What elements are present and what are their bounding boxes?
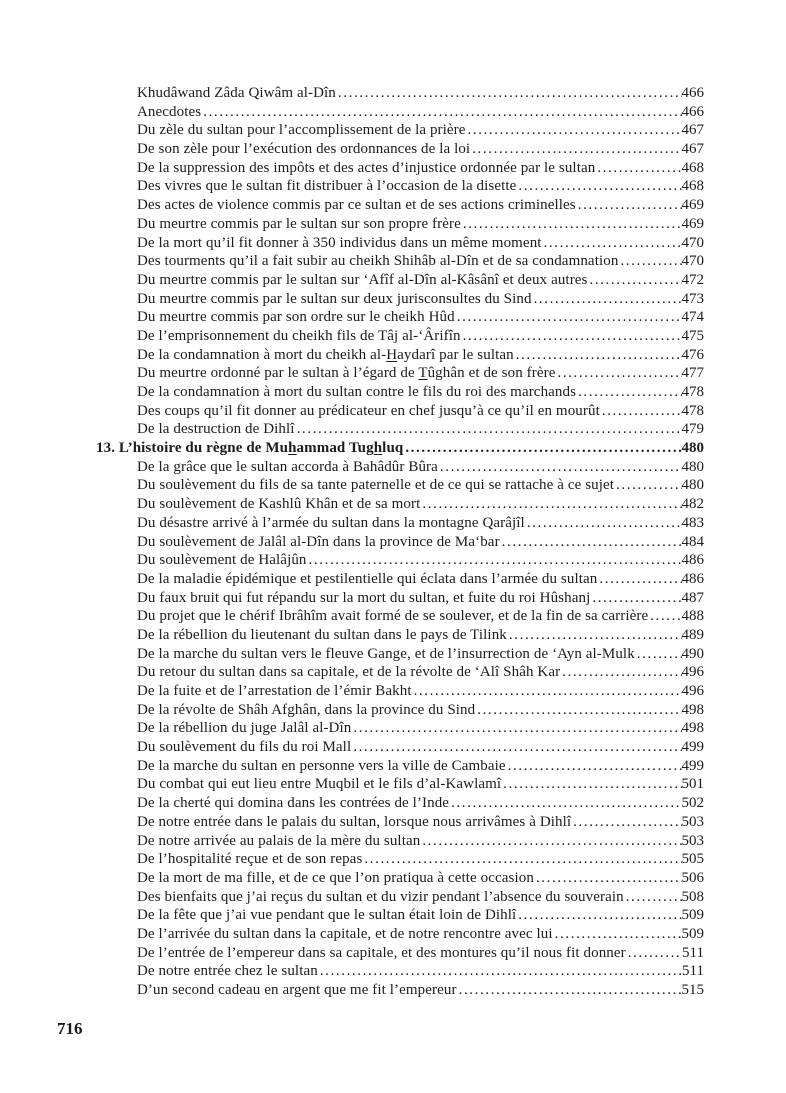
dot-leader [351,719,681,738]
toc-entry [96,869,704,888]
dot-leader [351,738,681,757]
toc-entry-page-number: 511 [682,944,704,961]
dot-leader [295,420,682,439]
toc-entry-page-number: 480 [681,440,704,457]
toc-entry-page-number: 489 [681,626,704,643]
toc-entry-text: De l’arrivée du sultan dans la capitale, et de notre rencontre avec lui [137,925,553,942]
dot-leader [420,832,681,851]
toc-entry-page-number: 470 [681,234,704,251]
dot-leader [362,850,681,869]
toc-entry [96,682,704,701]
toc-entry [96,121,704,140]
toc-entry [96,103,704,122]
toc-entry [96,981,704,1000]
dot-leader [553,925,682,944]
dot-leader [525,514,682,533]
toc-entry [96,140,704,159]
toc-entry [96,439,704,458]
toc-entry-text: Du soulèvement du fils du roi Mall [137,739,352,756]
dot-leader [516,906,681,925]
toc-entry [96,757,704,776]
toc-entry-text: Du désastre arrivé à l’armée du sultan dans la montagne Qarâjîl [137,514,525,531]
dot-leader [403,439,681,458]
dot-leader [624,888,682,907]
toc-entry-text: Des vivres que le sultan fit distribuer à l’occasion de la disette [137,178,517,195]
toc-entry-page-number: 467 [681,122,704,139]
dot-leader [534,869,682,888]
toc-entry-page-number: 499 [681,739,704,756]
toc-entry-text: Du meurtre ordonné par le sultan à l’égard de Tûghân et de son frère [137,365,556,382]
toc-entry-text: De la suppression des impôts et des actes d’injustice ordonnée par le sultan [137,159,596,176]
dot-leader [555,364,681,383]
toc-entry [96,906,704,925]
dot-leader [590,589,681,608]
toc-entry [96,533,704,552]
toc-entry-page-number: 480 [681,477,704,494]
toc-entry-page-number: 483 [681,514,704,531]
toc-entry-page-number: 487 [681,589,704,606]
toc-entry-page-number: 467 [681,141,704,158]
toc-entry-text: Anecdotes [137,103,202,120]
toc-entry-page-number: 501 [681,776,704,793]
toc-entry [96,589,704,608]
dot-leader [600,402,682,421]
toc-entry [96,645,704,664]
toc-entry-page-number: 478 [681,402,704,419]
toc-entry-text: Du zèle du sultan pour l’accomplissement de la prière [137,122,466,139]
toc-entry-page-number: 466 [681,85,704,101]
dot-leader [588,271,682,290]
dot-leader [507,626,682,645]
dot-leader [336,84,682,103]
dot-leader [595,159,681,178]
toc-entry-text: De la fuite et de l’arrestation de l’émir Bakht [137,683,412,699]
dot-leader [626,944,682,963]
toc-entry [96,832,704,851]
toc-entry-page-number: 474 [681,309,704,326]
toc-entry-page-number: 511 [682,963,704,980]
toc-entry-text: De l’entrée de l’empereur dans sa capitale, et des montures qu’il nous fit donner [137,944,626,961]
toc-entry-page-number: 472 [681,271,704,288]
toc-entry [96,738,704,757]
dot-leader [532,290,682,309]
toc-entry-text: Des actes de violence commis par ce sultan et de ses actions criminelles [137,197,576,214]
dot-leader [614,476,681,495]
toc-entry [96,364,704,383]
toc-entry-text: Du soulèvement de Halâjûn [137,552,307,569]
toc-entry [96,327,704,346]
dot-leader [501,775,681,794]
toc-entry-page-number: 470 [681,253,704,270]
dot-leader [597,570,681,589]
toc-entry [96,719,704,738]
toc-entry-page-number: 486 [681,570,704,587]
toc-entry [96,551,704,570]
toc-entry-text: De la mort de ma fille, et de ce que l’on pratiqua à cette occasion [137,869,534,886]
toc-entry [96,850,704,869]
toc-entry-text: De notre entrée chez le sultan [137,963,318,980]
toc-entry [96,775,704,794]
toc-entry [96,794,704,813]
toc-entry [96,570,704,589]
toc-entry-page-number: 503 [681,832,704,849]
toc-entry [96,215,704,234]
toc-entry-page-number: 486 [681,552,704,569]
toc-entry-page-number: 479 [681,421,704,438]
toc-entry-text: De la condamnation à mort du sultan contre le fils du roi des marchands [137,384,577,400]
dot-leader [466,121,682,140]
toc-entry [96,663,704,682]
toc-entry [96,813,704,832]
toc-entry [96,925,704,944]
toc-entry-page-number: 515 [681,982,704,998]
dot-leader [318,962,682,981]
toc-entry-text: Du meurtre commis par le sultan sur son propre frère [137,215,461,232]
dot-leader [438,458,682,477]
toc-entry [96,346,704,365]
toc-entry-page-number: 496 [681,664,704,681]
dot-leader [576,196,682,215]
toc-entry-page-number: 496 [681,683,704,699]
toc-entry-text: Des tourments qu’il a fait subir au cheikh Shihâb al-Dîn et de sa condamnation [137,253,619,270]
dot-leader [648,607,681,626]
toc-entry-text: De la rébellion du lieutenant du sultan dans le pays de Tilink [137,626,507,643]
toc-entry-page-number: 498 [681,720,704,737]
dot-leader [506,757,682,776]
toc-entry-page-number: 506 [681,869,704,886]
toc-entry-page-number: 499 [681,757,704,774]
toc-entry [96,252,704,271]
toc-entry-page-number: 502 [681,795,704,812]
toc-entry-page-number: 509 [681,925,704,942]
dot-leader [560,663,681,682]
toc-entry-page-number: 477 [681,365,704,382]
toc-entry-page-number: 468 [681,178,704,195]
toc-entry-text: De notre entrée dans le palais du sultan, lorsque nous arrivâmes à Dihlî [137,813,572,830]
toc-entry-text: Du soulèvement du fils de sa tante paternelle et de ce qui se rattache à ce sujet [137,477,615,494]
toc-entry [96,514,704,533]
toc-entry [96,962,704,981]
dot-leader [576,383,681,402]
toc-entry-text: Des coups qu’il fit donner au prédicateur en chef jusqu’à ce qu’il en mourût [137,402,600,419]
toc-entry-page-number: 505 [681,851,704,868]
toc-entry-text: De la mort qu’il fit donner à 350 individus dans un même moment [137,234,542,251]
dot-leader [420,495,681,514]
toc-entry-page-number: 509 [681,907,704,924]
toc-entry-text: De la marche du sultan en personne vers la ville de Cambaie [137,757,506,774]
toc-entry-text: Du meurtre commis par le sultan sur ‘Afîf al-Dîn al-Kâsânî et deux autres [137,271,588,288]
toc-entry-page-number: 508 [681,888,704,905]
dot-leader [618,252,681,271]
toc-entry [96,159,704,178]
toc-entry-page-number: 482 [681,496,704,513]
toc-entry [96,701,704,720]
toc-entry [96,383,704,402]
toc-entry-text: De la cherté qui domina dans les contrées de l’Inde [137,795,450,812]
toc-entry-page-number: 490 [681,645,704,662]
toc-entry-text: Khudâwand Zâda Qiwâm al-Dîn [137,85,336,101]
toc-entry [96,944,704,963]
toc-entry-page-number: 473 [681,290,704,307]
toc-entry [96,271,704,290]
toc-entry-text: D’un second cadeau en argent que me fit l’empereur [137,982,457,998]
toc-entry-text: De la maladie épidémique et pestilentielle qui éclata dans l’armée du sultan [137,570,598,587]
toc-entry-page-number: 484 [681,533,704,550]
toc-entry-page-number: 475 [681,327,704,344]
toc-entry [96,402,704,421]
toc-entry-text: Du meurtre commis par le sultan sur deux jurisconsultes du Sind [137,290,532,307]
dot-leader [412,682,682,701]
toc-entry-page-number: 478 [681,384,704,400]
dot-leader [461,327,682,346]
dot-leader [461,215,682,234]
toc-entry-text: De la condamnation à mort du cheikh al-Haydarî par le sultan [137,346,514,363]
toc-entry-page-number: 469 [681,197,704,214]
dot-leader [307,551,682,570]
dot-leader [201,103,681,122]
toc-entry [96,290,704,309]
toc-entry [96,495,704,514]
toc-entry-text: Du soulèvement de Kashlû Khân et de sa mort [137,496,421,513]
toc-entry-text: De l’emprisonnement du cheikh fils de Tâj al-‘Ârifîn [137,327,461,344]
toc-list [96,84,704,1000]
toc-entry [96,420,704,439]
dot-leader [635,645,682,664]
toc-entry-text: De la destruction de Dihlî [137,421,295,438]
toc-entry-page-number: 498 [681,701,704,718]
dot-leader [455,308,682,327]
toc-entry [96,308,704,327]
toc-entry-text: Du retour du sultan dans sa capitale, et de la révolte de ‘Alî Shâh Kar [137,664,561,681]
toc-entry-text: De la rébellion du juge Jalâl al-Dîn [137,720,352,737]
toc-entry [96,626,704,645]
dot-leader [542,234,682,253]
toc-entry-text: Du projet que le chérif Ibrâhîm avait formé de se soulever, et de la fin de sa carrière [137,608,649,625]
dot-leader [449,794,681,813]
toc-entry [96,177,704,196]
toc-entry-text: De la fête que j’ai vue pendant que le sultan était loin de Dihlî [137,907,517,924]
toc-entry [96,476,704,495]
toc-entry-text: Du combat qui eut lieu entre Muqbil et le fils d’al-Kawlamî [137,776,502,793]
toc-entry [96,458,704,477]
dot-leader [571,813,681,832]
toc-entry-text: De la marche du sultan vers le fleuve Gange, et de l’insurrection de ‘Ayn al-Mulk [137,645,635,662]
dot-leader [475,701,681,720]
toc-entry-page-number: 466 [681,103,704,120]
toc-entry-page-number: 503 [681,813,704,830]
toc-entry [96,888,704,907]
dot-leader [516,177,681,196]
toc-entry-text: De son zèle pour l’exécution des ordonnances de la loi [137,141,471,158]
toc-entry-text: De la grâce que le sultan accorda à Bahâdûr Bûra [137,458,438,475]
toc-entry-text: Du soulèvement de Jalâl al-Dîn dans la province de Ma‘bar [137,533,500,550]
toc-entry-text: Du meurtre commis par son ordre sur le cheikh Hûd [137,309,455,326]
toc-entry-page-number: 468 [681,159,704,176]
toc-entry-page-number: 469 [681,215,704,232]
toc-entry-text: 13. L’histoire du règne de Muhammad Tughluq [96,440,404,457]
dot-leader [514,346,682,365]
toc-entry [96,84,704,103]
toc-entry [96,234,704,253]
toc-entry-text: Des bienfaits que j’ai reçus du sultan et du vizir pendant l’absence du souverain [137,888,624,905]
toc-entry-text: De l’hospitalité reçue et de son repas [137,851,363,868]
toc-entry-page-number: 476 [681,346,704,363]
toc-entry-page-number: 480 [681,458,704,475]
toc-entry-page-number: 488 [681,608,704,625]
toc-entry [96,196,704,215]
toc-entry [96,607,704,626]
dot-leader [457,981,682,1000]
dot-leader [470,140,681,159]
toc-entry-text: Du faux bruit qui fut répandu sur la mort du sultan, et fuite du roi Hûshanj [137,589,591,606]
dot-leader [500,533,682,552]
folio-page-number: 716 [57,1019,83,1038]
toc-entry-text: De notre arrivée au palais de la mère du sultan [137,832,421,849]
toc-entry-text: De la révolte de Shâh Afghân, dans la province du Sind [137,701,476,718]
